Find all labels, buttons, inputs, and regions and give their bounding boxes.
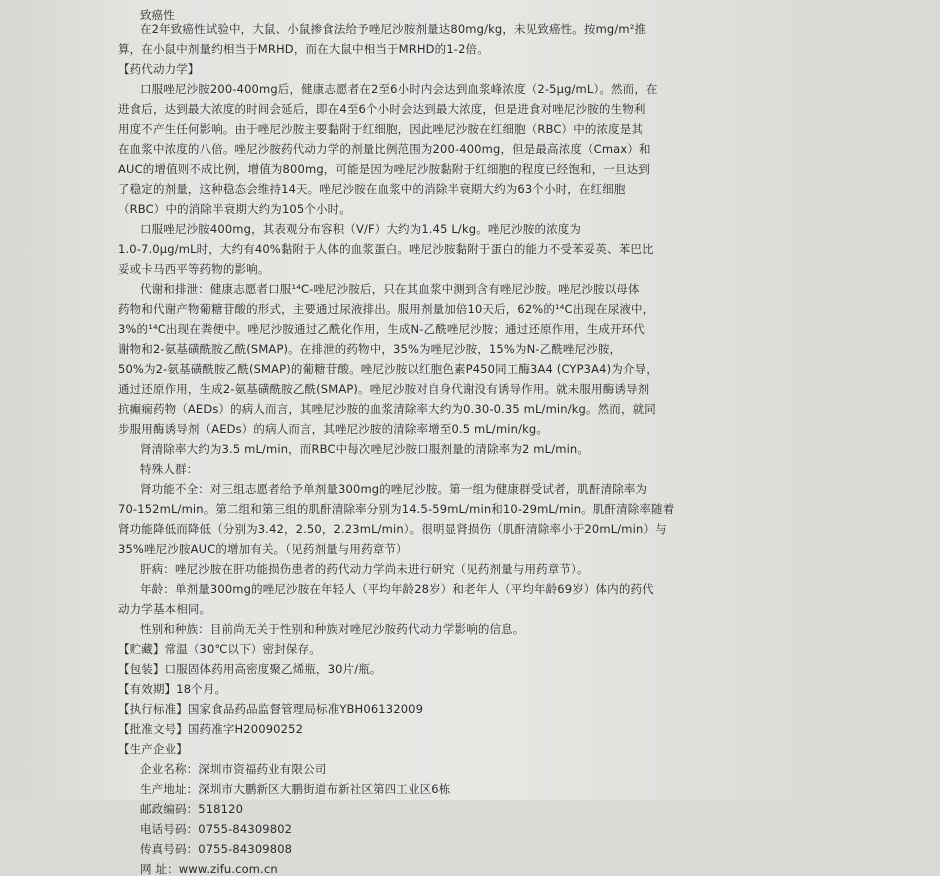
text-line: 肾功能降低而降低（分别为3.42，2.50，2.23mL/min）。很明显肾损伤（肌酐清除率小于20mL/min）与 bbox=[118, 522, 667, 536]
text-line: AUC的增值则不成比例，增值为800mg，可能是因为唑尼沙胺黏附于红细胞的程度已经饱和，一旦达到 bbox=[118, 162, 650, 176]
text-line: 【包装】口服固体药用高密度聚乙烯瓶，30片/瓶。 bbox=[118, 662, 382, 676]
text-line: 在血浆中浓度的八倍。唑尼沙胺药代动力学的剂量比例范围为200-400mg，但是最高浓度（Cmax）和 bbox=[118, 142, 651, 156]
text-line: 妥或卡马西平等药物的影响。 bbox=[118, 262, 270, 276]
cropped-top-line bbox=[118, 0, 678, 3]
text-line: 在2年致癌性试验中，大鼠、小鼠掺食法给予唑尼沙胺剂量达80mg/kg，未见致癌性。按mg/m²推 bbox=[140, 22, 647, 36]
text-line: 肝病：唑尼沙胺在肝功能损伤患者的药代动力学尚未进行研究（见药剂量与用药章节）。 bbox=[140, 562, 589, 576]
text-line: 肾清除率大约为3.5 mL/min，而RBC中每次唑尼沙胺口服剂量的清除率为2 mL/min。 bbox=[140, 442, 590, 456]
text-line: 通过还原作用，生成2-氨基磺酰胺乙酰(SMAP)。唑尼沙胺对自身代谢没有诱导作用。就未服用酶诱导剂 bbox=[118, 382, 650, 396]
text-line: 【批准文号】国药准字H20090252 bbox=[118, 722, 304, 736]
text-line: 代谢和排泄：健康志愿者口服¹⁴C-唑尼沙胺后，只在其血浆中测到含有唑尼沙胺。唑尼沙胺以母体 bbox=[140, 282, 640, 296]
text-line: 性别和种族：目前尚无关于性别和种族对唑尼沙胺药代动力学影响的信息。 bbox=[140, 622, 525, 636]
text-line: 【执行标准】国家食品药品监督管理局标准YBH06132009 bbox=[118, 702, 424, 716]
text-line: （RBC）中的消除半衰期大约为105个小时。 bbox=[118, 202, 351, 216]
text-line: 1.0-7.0μg/mL时，大约有40%黏附于人体的血浆蛋白。唑尼沙胺黏附于蛋白的能力不受苯妥英、苯巴比 bbox=[118, 242, 654, 256]
text-line: 【药代动力学】 bbox=[118, 62, 200, 76]
text-line: 进食后，达到最大浓度的时间会延后，即在4至6个小时会达到最大浓度，但是进食对唑尼沙胺的生物利 bbox=[118, 102, 646, 116]
text-line: 用度不产生任何影响。由于唑尼沙胺主要黏附于红细胞，因此唑尼沙胺在红细胞（RBC）中的浓度是其 bbox=[118, 122, 644, 136]
text-line: 邮政编码：518120 bbox=[140, 802, 244, 816]
text-line: 了稳定的剂量，这种稳态会维持14天。唑尼沙胺在血浆中的消除半衰期大约为63个小时，在红细胞 bbox=[118, 182, 626, 196]
text-line: 【有效期】18个月。 bbox=[118, 682, 227, 696]
text-line: 年龄：单剂量300mg的唑尼沙胺在年轻人（平均年龄28岁）和老年人（平均年龄69岁）体内的药代 bbox=[140, 582, 654, 596]
text-line: 致癌性 bbox=[140, 8, 175, 22]
text-line: 动力学基本相同。 bbox=[118, 602, 212, 616]
text-line: 50%为2-氨基磺酰胺乙酰(SMAP)的葡糖苷酸。唑尼沙胺以红胞色素P450同工酶3A4 (CYP3A4)为介导， bbox=[118, 362, 658, 376]
text-line: 【贮藏】常温（30℃以下）密封保存。 bbox=[118, 642, 321, 656]
text-line: 抗癫痫药物（AEDs）的病人而言，其唑尼沙胺的血浆清除率大约为0.30-0.35 mL/min/kg。然而，就同 bbox=[118, 402, 656, 416]
text-line: 药物和代谢产物葡糖苷酸的形式，主要通过尿液排出。服用剂量加倍10天后，62%的¹⁴C出现在尿液中， bbox=[118, 302, 655, 316]
text-line: 网 址：www.zifu.com.cn bbox=[140, 862, 278, 876]
text-line: 算，在小鼠中剂量约相当于MRHD，而在大鼠中相当于MRHD的1-2倍。 bbox=[118, 42, 489, 56]
text-line: 口服唑尼沙胺200-400mg后，健康志愿者在2至6小时内会达到血浆峰浓度（2-5μg/mL）。然而，在 bbox=[140, 82, 658, 96]
text-line: 35%唑尼沙胺AUC的增加有关。（见药剂量与用药章节） bbox=[118, 542, 408, 556]
text-line: 生产地址：深圳市大鹏新区大鹏街道布新社区第四工业区6栋 bbox=[140, 782, 451, 796]
text-line: 3%的¹⁴C出现在粪便中。唑尼沙胺通过乙酰化作用，生成N-乙酰唑尼沙胺；通过还原作用，生成开环代 bbox=[118, 322, 645, 336]
text-line: 肾功能不全：对三组志愿者给予单剂量300mg的唑尼沙胺。第一组为健康群受试者，肌酐清除率为 bbox=[140, 482, 648, 496]
text-line: 70-152mL/min。第二组和第三组的肌酐清除率分别为14.5-59mL/min和10-29mL/min。肌酐清除率随着 bbox=[118, 502, 675, 516]
text-line: 传真号码：0755-84309808 bbox=[140, 842, 293, 856]
text-line: 【生产企业】 bbox=[118, 742, 188, 756]
text-line: 谢物和2-氨基磺酰胺乙酰(SMAP)。在排泄的药物中，35%为唑尼沙胺，15%为N-乙酰唑尼沙胺， bbox=[118, 342, 622, 356]
text-line: 企业名称：深圳市资福药业有限公司 bbox=[140, 762, 327, 776]
text-line: 电话号码：0755-84309802 bbox=[140, 822, 293, 836]
text-line: 口服唑尼沙胺400mg，其表观分布容积（V/F）大约为1.45 L/kg。唑尼沙胺的浓度为 bbox=[140, 222, 582, 236]
text-line: 步服用酶诱导剂（AEDs）的病人而言，其唑尼沙胺的清除率增至0.5 mL/min/kg。 bbox=[118, 422, 549, 436]
text-line: 特殊人群： bbox=[140, 462, 199, 476]
